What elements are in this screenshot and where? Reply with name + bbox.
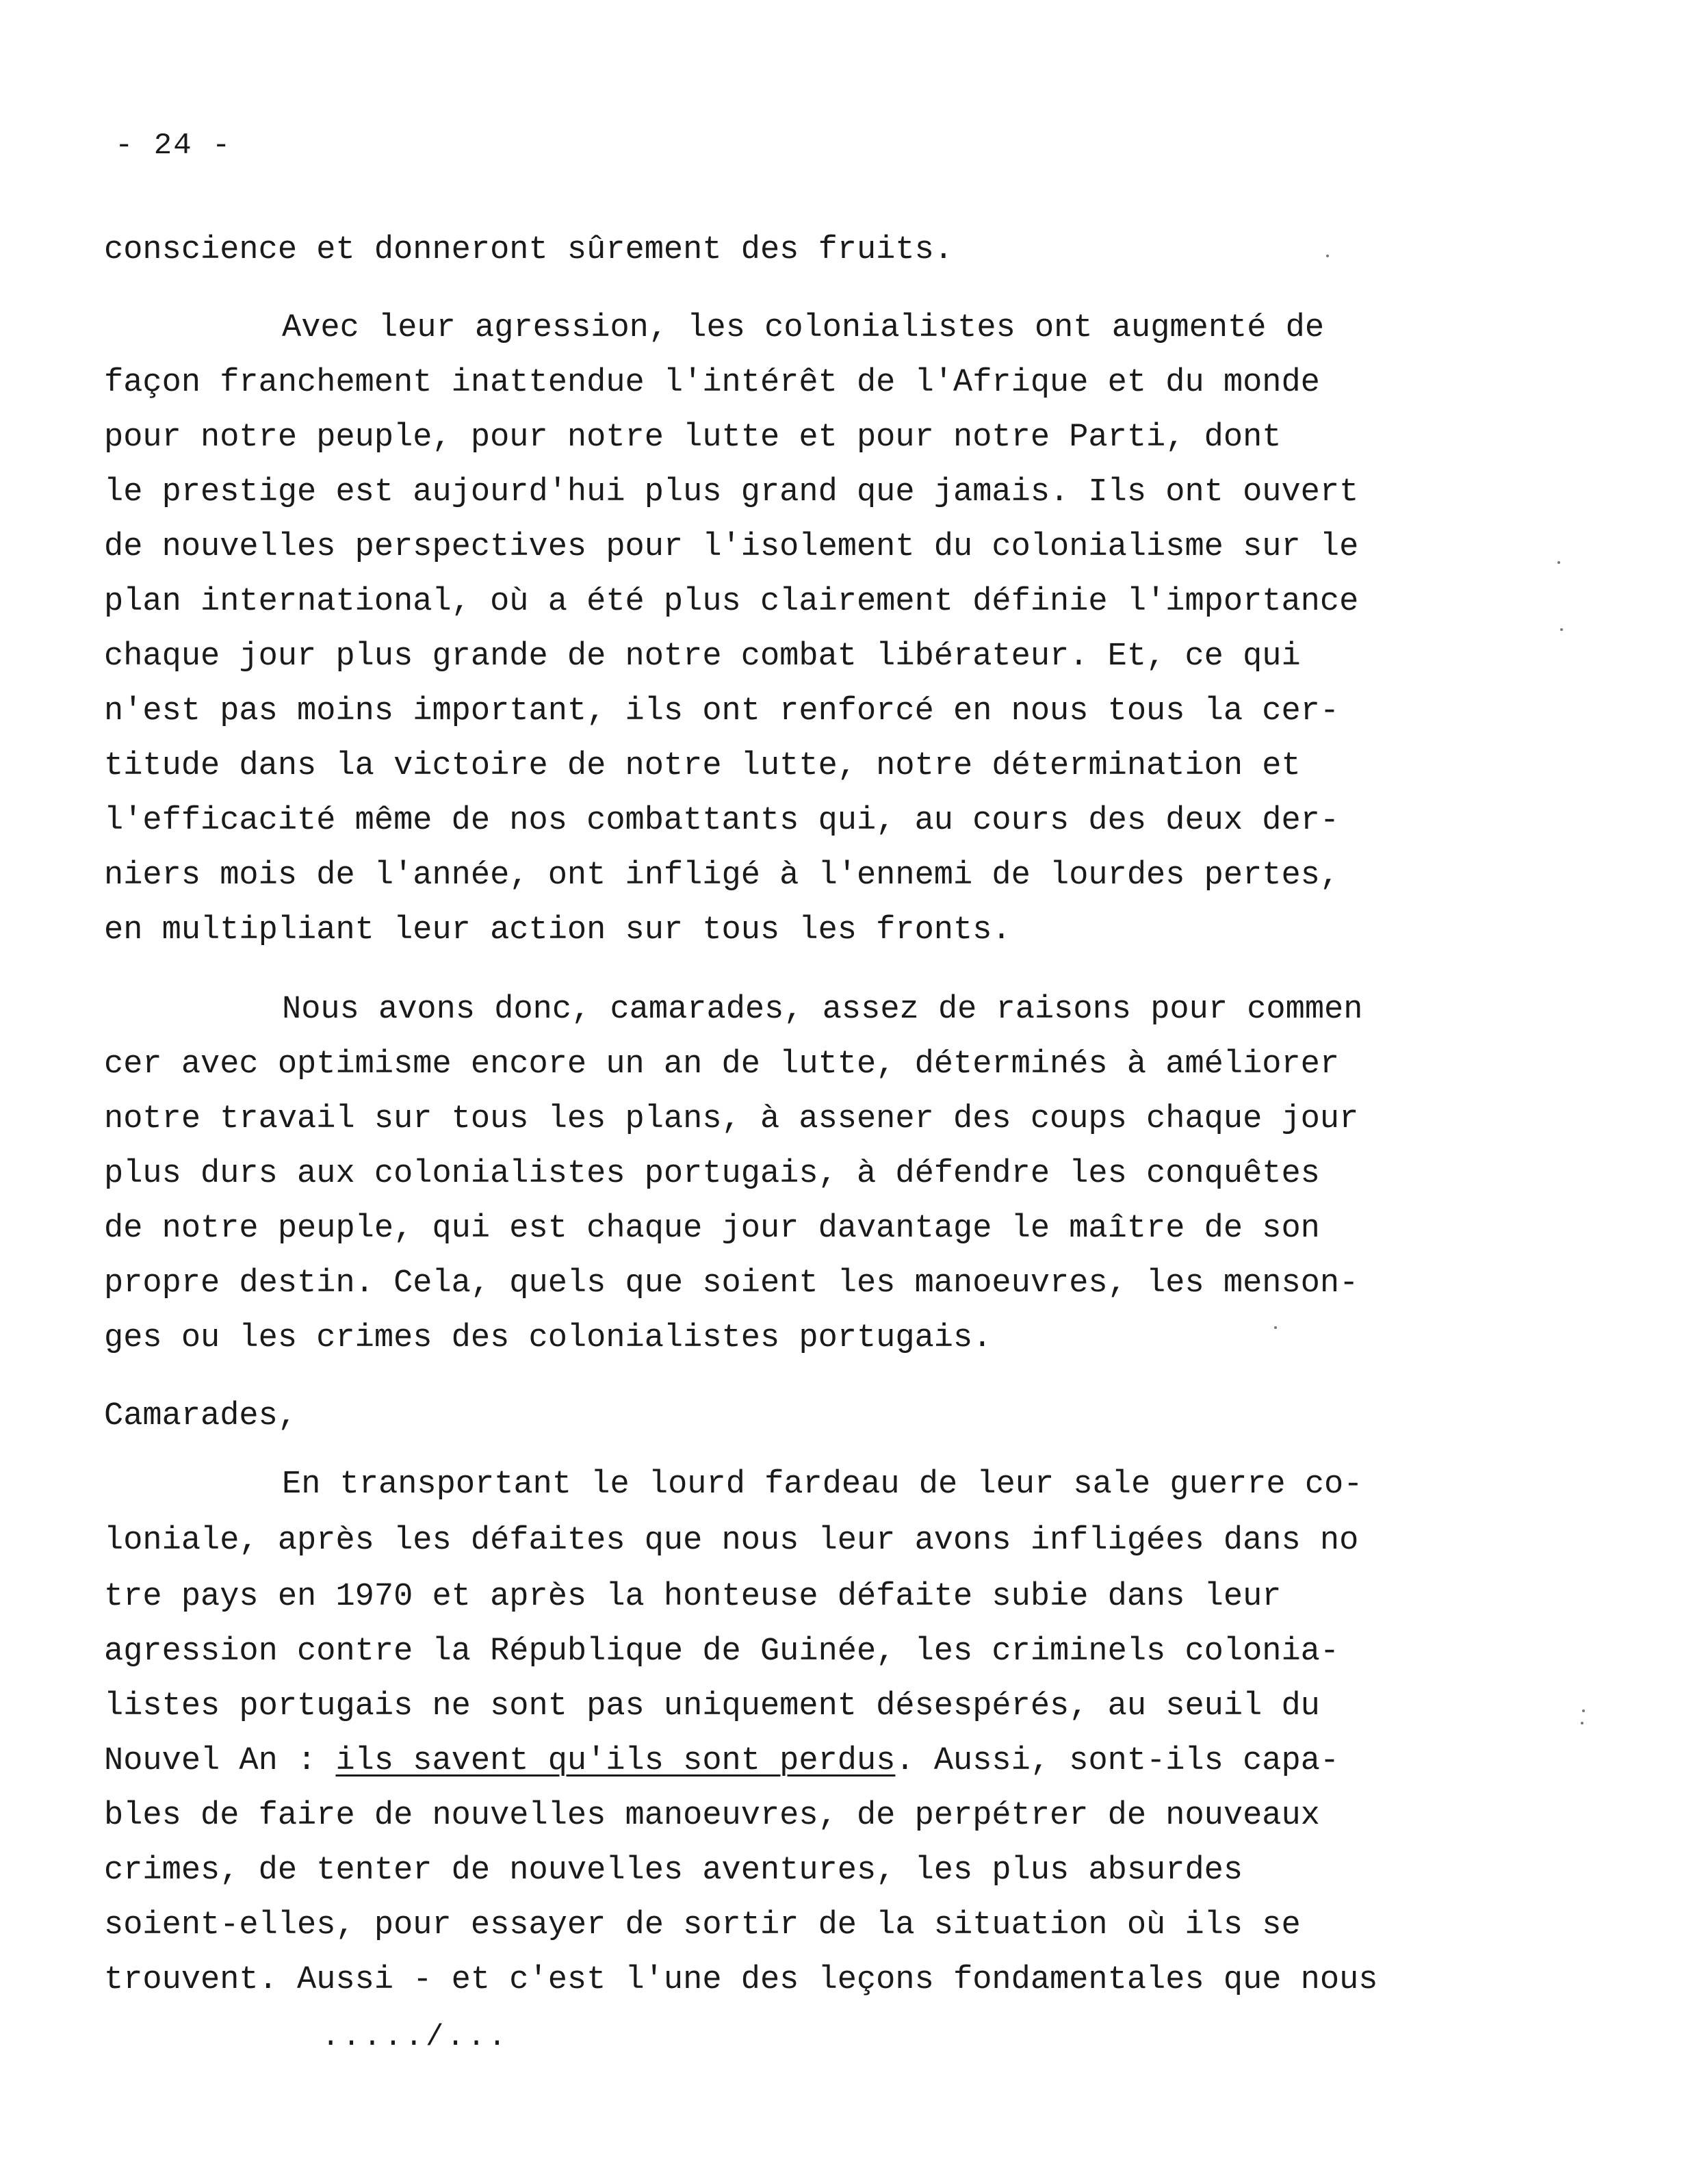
text-segment: . Aussi, sont-ils capa- <box>895 1743 1340 1779</box>
text-line <box>104 1745 1339 1777</box>
scan-speck <box>1326 255 1329 257</box>
text-line: soient-elles, pour essayer de sortir de la situation où ils se <box>104 1907 1301 1943</box>
scan-speck <box>1560 628 1563 631</box>
text-line: notre travail sur tous les plans, à assener des coups chaque jour <box>104 1101 1359 1137</box>
scan-speck <box>1582 1709 1585 1712</box>
scan-speck <box>1557 561 1560 564</box>
scan-speck <box>1581 1722 1583 1725</box>
text-line: façon franchement inattendue l'intérêt de l'Afrique et du monde <box>104 365 1320 401</box>
text-line: propre destin. Cela, quels que soient les manoeuvres, les menson- <box>104 1265 1359 1302</box>
text-segment: Nouvel An : <box>104 1743 336 1779</box>
text-line: cer avec optimisme encore un an de lutte, déterminés à améliorer <box>104 1046 1340 1083</box>
text-line: tre pays en 1970 et après la honteuse défaite subie dans leur <box>104 1579 1282 1615</box>
text-line: de notre peuple, qui est chaque jour davantage le maître de son <box>104 1211 1320 1247</box>
text-line: niers mois de l'année, ont infligé à l'ennemi de lourdes pertes, <box>104 857 1340 894</box>
text-line: trouvent. Aussi - et c'est l'une des leçons fondamentales que nous <box>104 1962 1378 1998</box>
text-line: en multipliant leur action sur tous les fronts. <box>104 912 1011 948</box>
scan-speck <box>1274 1326 1277 1329</box>
text-line: plus durs aux colonialistes portugais, à défendre les conquêtes <box>104 1156 1320 1192</box>
text-line: En transportant le lourd fardeau de leur sale guerre co- <box>282 1467 1363 1503</box>
text-line: plan international, où a été plus clairement définie l'importance <box>104 584 1359 620</box>
page-number: - 24 - <box>115 129 232 163</box>
text-line: n'est pas moins important, ils ont renforcé en nous tous la cer- <box>104 693 1340 729</box>
text-line: pour notre peuple, pour notre lutte et pour notre Parti, dont <box>104 419 1282 456</box>
text-line: loniale, après les défaites que nous leur avons infligées dans no <box>104 1523 1359 1559</box>
continuation-mark: ...../... <box>322 2020 509 2054</box>
text-line: de nouvelles perspectives pour l'isolement du colonialisme sur le <box>104 529 1359 565</box>
text-line: le prestige est aujourd'hui plus grand que jamais. Ils ont ouvert <box>104 474 1359 511</box>
text-line: titude dans la victoire de notre lutte, notre détermination et <box>104 748 1301 784</box>
text-line: Avec leur agression, les colonialistes ont augmenté de <box>282 310 1325 346</box>
text-line: ges ou les crimes des colonialistes portugais. <box>104 1320 992 1356</box>
text-line: Nous avons donc, camarades, assez de raisons pour commen <box>282 992 1363 1028</box>
text-line: chaque jour plus grande de notre combat libérateur. Et, ce qui <box>104 638 1301 675</box>
text-line: conscience et donneront sûrement des fruits. <box>104 232 954 268</box>
underlined-phrase: ils savent qu'ils sont perdus <box>335 1743 896 1779</box>
text-line: listes portugais ne sont pas uniquement désespérés, au seuil du <box>104 1688 1320 1725</box>
text-line: bles de faire de nouvelles manoeuvres, de perpétrer de nouveaux <box>104 1798 1320 1834</box>
text-line: crimes, de tenter de nouvelles aventures, les plus absurdes <box>104 1852 1243 1889</box>
text-line: agression contre la République de Guinée, les criminels colonia- <box>104 1633 1340 1670</box>
salutation: Camarades, <box>104 1398 298 1434</box>
text-line: l'efficacité même de nos combattants qui, au cours des deux der- <box>104 803 1340 839</box>
